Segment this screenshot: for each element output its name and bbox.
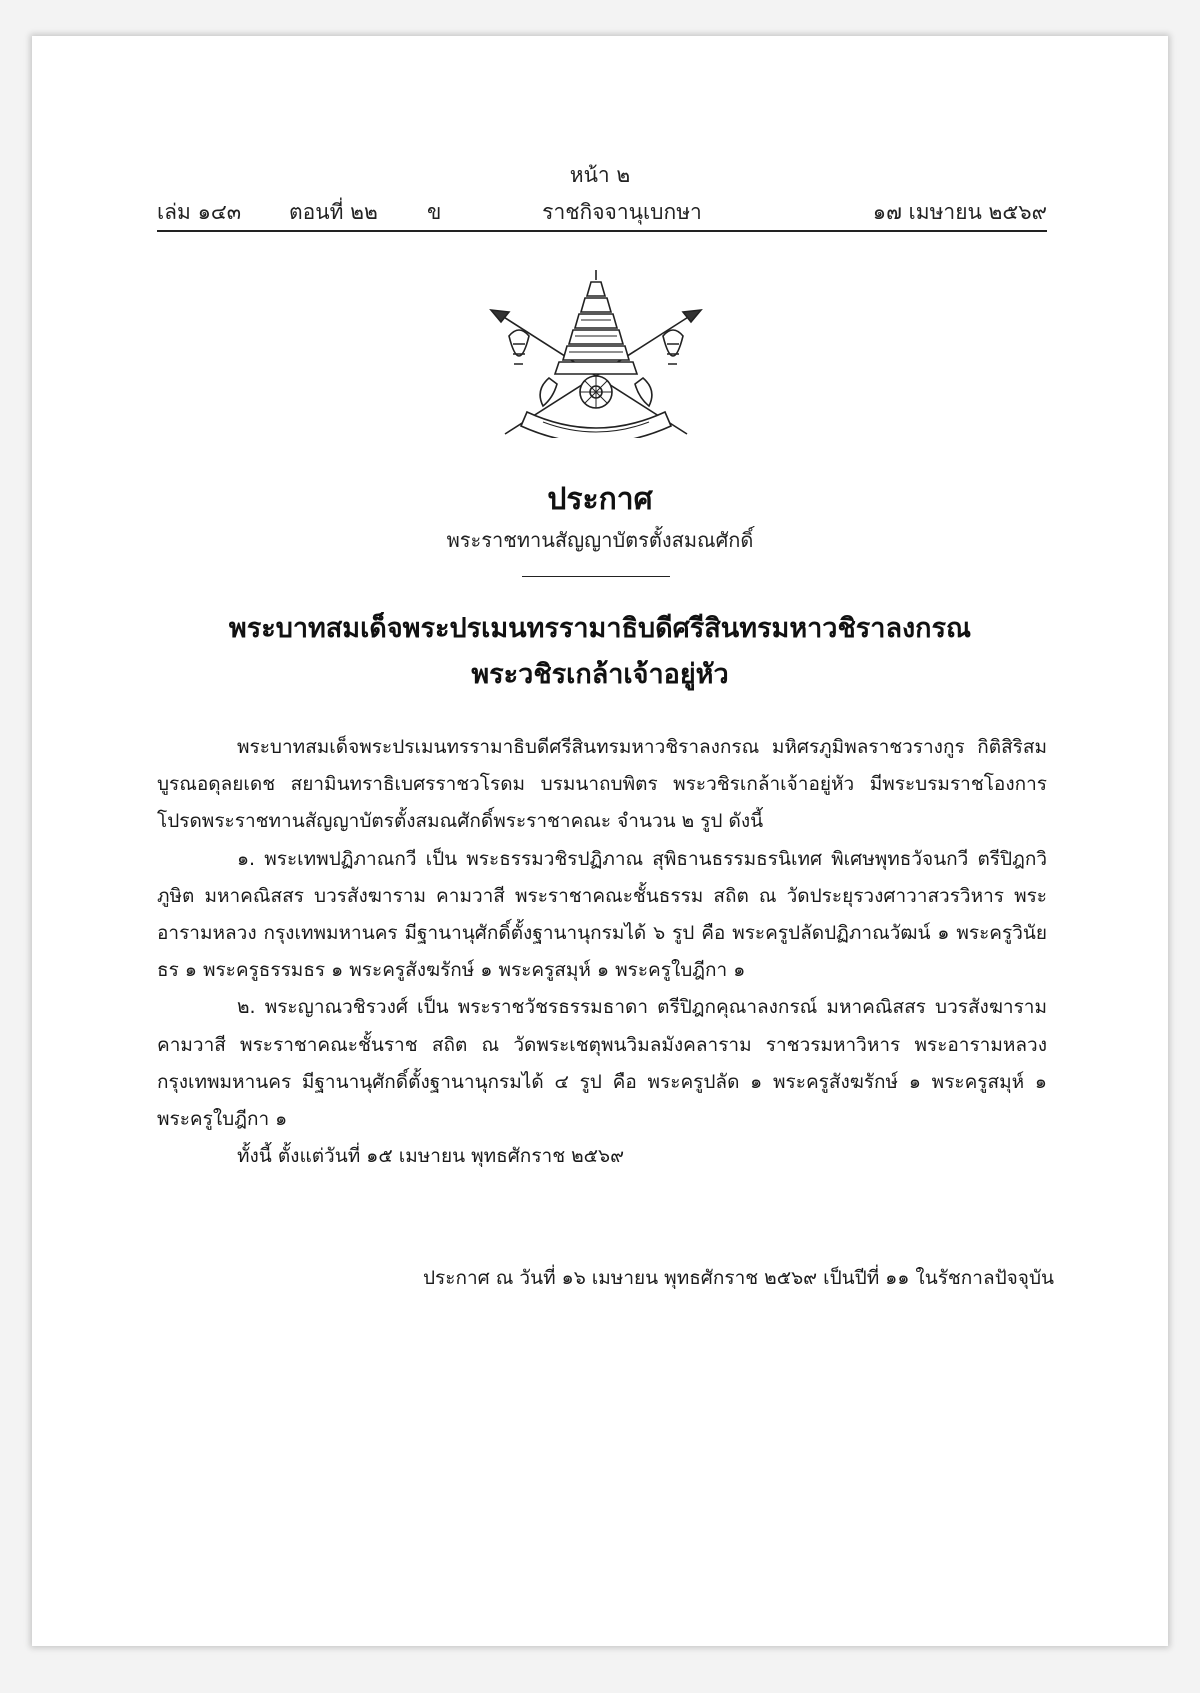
section-number: ตอนที่ ๒๒ xyxy=(289,200,378,224)
appointment-item-2: ๒. พระญาณวชิรวงศ์ เป็น พระราชวัชรธรรมธาดา ตรีปิฎกคุณาลงกรณ์ มหาคณิสสร บวรสังฆาราม คามวาสี พระราชาคณะชั้นราช สถิต ณ วัดพระเชตุพนวิมลมังคลาราม ราชวรมหาวิหาร พระอารามหลวง กรุงเทพมหานคร มีฐานานุศักดิ์ตั้งฐานานุกรมได้ ๔ รูป คือ พระครูปลัด ๑ พระครูสังฆรักษ์ ๑ พระครูสมุห์ ๑ พระครูใบฎีกา ๑ xyxy=(157,996,1047,1131)
gazette-name: ราชกิจจานุเบกษา xyxy=(542,200,702,224)
royal-title xyxy=(32,606,1168,698)
document-title: ประกาศ xyxy=(547,482,653,517)
volume-number: เล่ม ๑๔๓ xyxy=(157,200,242,224)
effective-date-paragraph: ทั้งนี้ ตั้งแต่วันที่ ๑๕ เมษายน พุทธศักราช ๒๕๖๙ xyxy=(237,1145,625,1168)
royal-emblem-icon xyxy=(487,266,705,438)
gazette-header xyxy=(157,192,1047,232)
issue-date: ๑๗ เมษายน ๒๕๖๙ xyxy=(872,200,1047,224)
announcement-body xyxy=(157,729,1047,1175)
royal-title-line-2: พระวชิรเกล้าเจ้าอยู่หัว xyxy=(471,659,729,690)
document-subtitle: พระราชทานสัญญาบัตรตั้งสมณศักดิ์ xyxy=(446,528,754,552)
appointment-item-1: ๑. พระเทพปฏิภาณกวี เป็น พระธรรมวชิรปฏิภาณ สุพิธานธรรมธรนิเทศ พิเศษพุทธวัจนกวี ตรีปิฎกวิภูษิต มหาคณิสสร บวรสังฆาราม คามวาสี พระราชาคณะชั้นธรรม สถิต ณ วัดประยุรวงศาวาสวรวิหาร พระอารามหลวง กรุงเทพมหานคร มีฐานานุศักดิ์ตั้งฐานานุกรมได้ ๖ รูป คือ พระครูปลัดปฏิภาณวัฒน์ ๑ พระครูวินัยธร ๑ พระครูธรรมธร ๑ พระครูสังฆรักษ์ ๑ พระครูสมุห์ ๑ พระครูใบฎีกา ๑ xyxy=(157,847,1047,982)
gazette-page xyxy=(32,36,1168,1646)
page-number: หน้า ๒ xyxy=(569,163,631,187)
intro-paragraph: พระบาทสมเด็จพระปรเมนทรรามาธิบดีศรีสินทรมหาวชิราลงกรณ มหิศรภูมิพลราชวรางกูร กิติสิริสมบูรณอดุลยเดช สยามินทราธิเบศรราชวโรดม บรมนาถบพิตร พระวชิรเกล้าเจ้าอยู่หัว มีพระบรมราชโองการโปรดพระราชทานสัญญาบัตรตั้งสมณศักดิ์พระราชาคณะ จำนวน ๒ รูป ดังนี้ xyxy=(157,736,1047,833)
section-type: ข xyxy=(427,200,442,224)
proclamation-date: ประกาศ ณ วันที่ ๑๖ เมษายน พุทธศักราช ๒๕๖๙ เป็นปีที่ ๑๑ ในรัชกาลปัจจุบัน xyxy=(423,1267,1054,1289)
title-divider xyxy=(522,576,670,577)
royal-title-line-1: พระบาทสมเด็จพระปรเมนทรรามาธิบดีศรีสินทรมหาวชิราลงกรณ xyxy=(228,613,972,644)
